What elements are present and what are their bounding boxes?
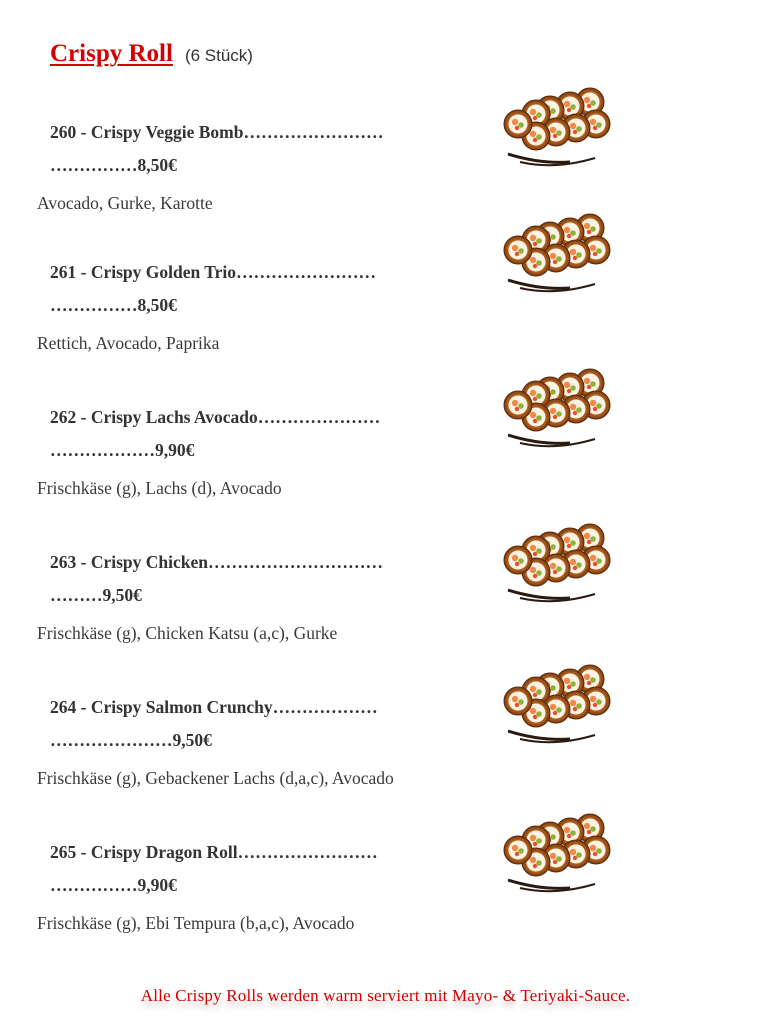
menu-item xyxy=(0,122,771,262)
item-price: …………………9,50€ xyxy=(50,730,212,750)
item-ingredients: Frischkäse (g), Ebi Tempura (b,a,c), Avocado xyxy=(37,913,355,933)
item-name: 262 - Crispy Lachs Avocado………………… xyxy=(50,407,381,427)
sushi-roll-icon xyxy=(500,365,620,465)
item-price: ……………8,50€ xyxy=(50,295,177,315)
item-ingredients: Frischkäse (g), Chicken Katsu (a,c), Gurke xyxy=(37,623,338,643)
item-name: 260 - Crispy Veggie Bomb…………………… xyxy=(50,122,384,142)
sushi-roll-icon xyxy=(500,520,620,620)
footer-note: Alle Crispy Rolls werden warm serviert mit Mayo- & Teriyaki-Sauce. xyxy=(140,986,631,1005)
sushi-roll-icon xyxy=(500,810,620,910)
item-ingredients: Frischkäse (g), Gebackener Lachs (d,a,c), Avocado xyxy=(37,768,394,788)
item-ingredients: Frischkäse (g), Lachs (d), Avocado xyxy=(37,478,282,498)
item-price: ……………8,50€ xyxy=(50,155,177,175)
piece-count: (6 Stück) xyxy=(184,46,253,65)
item-name: 264 - Crispy Salmon Crunchy……………… xyxy=(50,697,378,717)
sushi-roll-icon xyxy=(500,661,620,761)
item-ingredients: Avocado, Gurke, Karotte xyxy=(37,193,213,213)
item-name: 265 - Crispy Dragon Roll…………………… xyxy=(50,842,378,862)
menu-item xyxy=(0,407,771,547)
item-name: 263 - Crispy Chicken………………………… xyxy=(50,552,383,572)
sushi-roll-icon xyxy=(500,210,620,310)
item-price: ………9,50€ xyxy=(50,585,142,605)
section-title: Crispy Roll xyxy=(50,40,173,67)
menu-item xyxy=(0,262,771,402)
item-price: ………………9,90€ xyxy=(50,440,195,460)
menu-item xyxy=(0,697,771,837)
item-ingredients: Rettich, Avocado, Paprika xyxy=(37,333,220,353)
item-price: ……………9,90€ xyxy=(50,875,177,895)
item-name: 261 - Crispy Golden Trio…………………… xyxy=(50,262,377,282)
menu-item xyxy=(0,842,771,982)
menu-item xyxy=(0,552,771,692)
menu-section-header xyxy=(50,40,253,68)
sushi-roll-icon xyxy=(500,84,620,184)
